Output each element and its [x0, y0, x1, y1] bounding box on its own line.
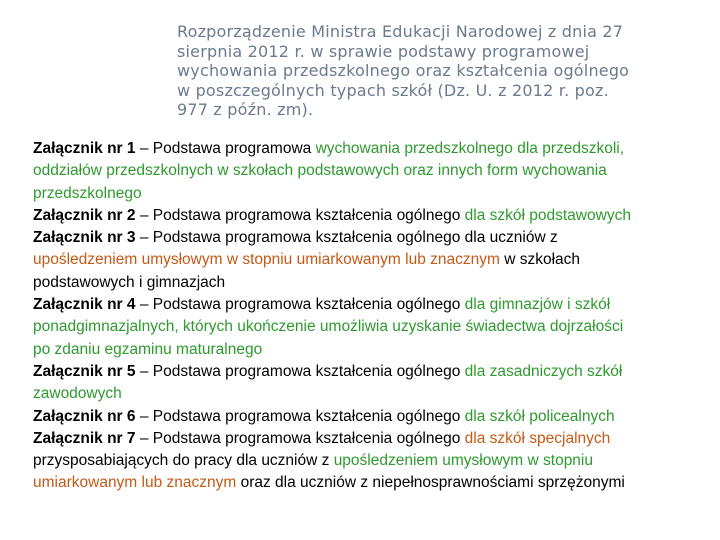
annex-4-label: Załącznik nr 4	[33, 296, 136, 314]
annex-4-line-1	[33, 294, 720, 316]
annex-2-line-1	[33, 205, 720, 227]
title-line: 977 z późn. zm).	[177, 100, 314, 119]
annex-3-mid: w szkołach	[499, 251, 581, 269]
annex-4-line-2: ponadgimnazjalnych, których ukończenie umożliwia uzyskanie świadectwa dojrzałości	[33, 318, 624, 336]
annex-6-line-1	[33, 406, 720, 428]
annex-5-line-2: zawodowych	[33, 385, 122, 403]
annex-3-label: Załącznik nr 3	[33, 229, 136, 247]
annex-6-highlight: dla szkół policealnych	[464, 407, 615, 425]
annex-1-line-2: oddziałów przedszkolnych w szkołach podstawowych oraz innych form wychowania	[33, 162, 607, 180]
annex-1-line-1	[33, 138, 720, 160]
annex-5-prefix: – Podstawa programowa kształcenia ogólnego	[135, 362, 465, 380]
annex-2-highlight: dla szkół podstawowych	[464, 206, 631, 224]
annex-4-prefix: – Podstawa programowa kształcenia ogólnego	[135, 296, 465, 314]
annex-3-highlight: upośledzeniem umysłowym w stopniu umiarkowanym lub znacznym	[33, 251, 500, 269]
annex-7-highlight: dla szkół specjalnych	[464, 429, 611, 447]
title-line: sierpnia 2012 r. w sprawie podstawy programowej	[177, 41, 590, 61]
annex-3-line-1	[33, 227, 720, 249]
title-line: Rozporządzenie Ministra Edukacji Narodowej z dnia 27	[177, 22, 624, 41]
title-line: wychowania przedszkolnego oraz kształcenia ogólnego	[177, 61, 630, 80]
annex-5-highlight: dla zasadniczych szkół	[464, 362, 623, 380]
annex-list	[33, 138, 720, 495]
annex-1-label: Załącznik nr 1	[33, 140, 136, 157]
annex-7-label: Załącznik nr 7	[33, 429, 136, 447]
annex-7-highlight-2: upośledzeniem umysłowym w stopniu	[333, 452, 593, 470]
annex-6-label: Załącznik nr 6	[33, 407, 136, 425]
annex-5-label: Załącznik nr 5	[33, 362, 136, 380]
annex-5-line-1	[33, 361, 720, 383]
annex-3-line-3: podstawowych i gimnazjach	[33, 273, 226, 291]
annex-6-prefix: – Podstawa programowa kształcenia ogólnego	[135, 407, 465, 425]
annex-2-prefix: – Podstawa programowa kształcenia ogólnego	[135, 206, 465, 224]
annex-1-prefix: – Podstawa programowa	[135, 140, 316, 157]
annex-1-highlight: wychowania przedszkolnego dla przedszkoli,	[315, 140, 625, 157]
regulation-title	[177, 22, 687, 120]
annex-7-line-1	[33, 428, 720, 450]
title-line: w poszczególnych typach szkół (Dz. U. z 2012 r. poz.	[177, 80, 609, 100]
annex-4-line-3: po zdaniu egzaminu maturalnego	[33, 340, 263, 358]
annex-7-highlight-3: umiarkowanym lub znacznym	[33, 474, 237, 492]
annex-7-prefix: – Podstawa programowa kształcenia ogólnego	[135, 429, 465, 447]
annex-7-text: przysposabiających do pracy dla uczniów z	[33, 452, 334, 470]
annex-7-tail: oraz dla uczniów z niepełnosprawnościami sprzężonymi	[236, 474, 625, 492]
annex-7-line-3	[33, 472, 720, 494]
annex-2-label: Załącznik nr 2	[33, 206, 136, 224]
annex-4-highlight: dla gimnazjów i szkół	[464, 296, 611, 314]
annex-3-prefix: – Podstawa programowa kształcenia ogólnego dla uczniów z	[135, 229, 558, 247]
annex-3-line-2	[33, 249, 720, 271]
annex-1-line-3: przedszkolnego	[33, 184, 142, 202]
annex-7-line-2	[33, 450, 720, 472]
